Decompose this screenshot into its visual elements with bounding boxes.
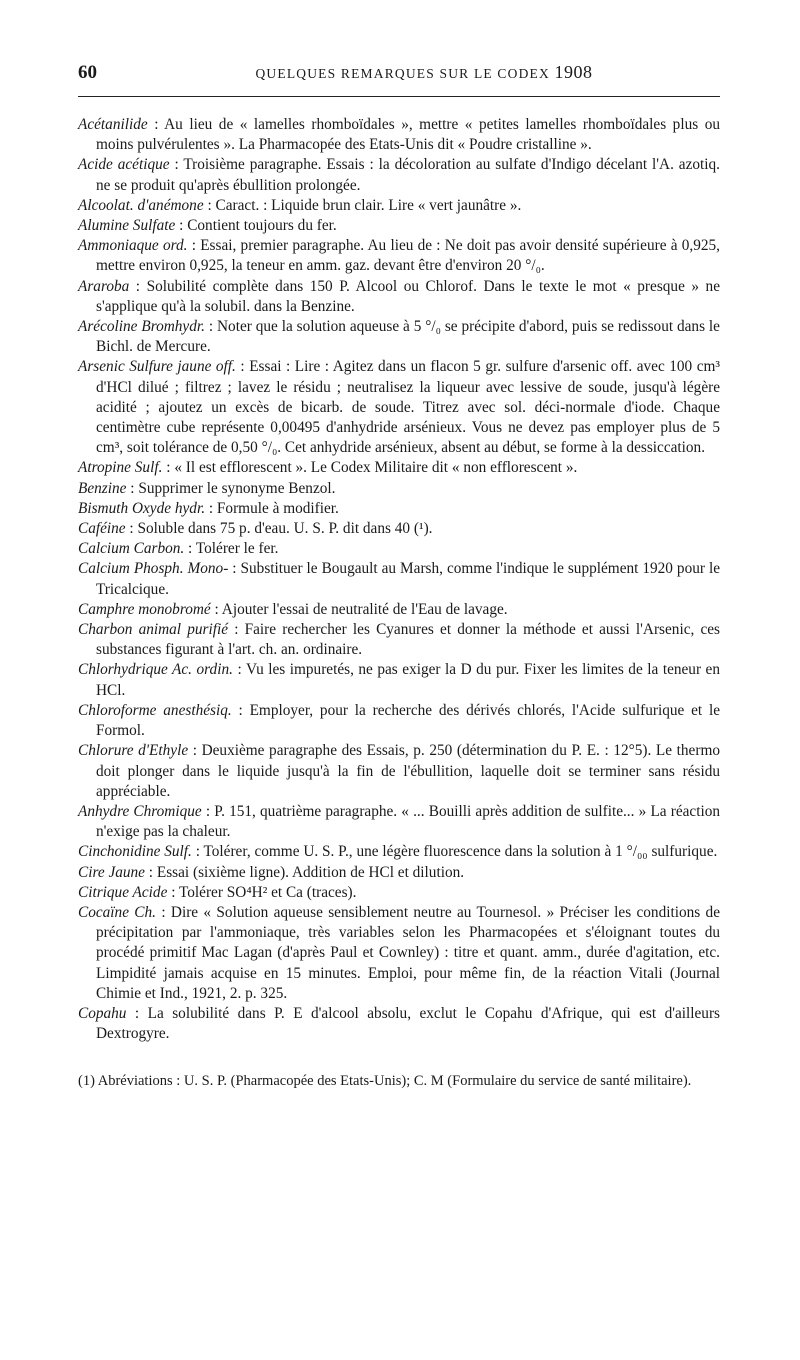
entry [78,115,720,155]
entry-text: : Solubilité complète dans 150 P. Alcool ou Chlorof. Dans le texte le mot « presque » ne s'applique qu'à la solubil. dans la Benzine. [96,277,720,315]
entry-text: : Noter que la solution aqueuse à 5 °/₀ se précipite d'abord, puis se redissout dans le Bichl. de Mercure. [96,318,720,356]
entry [78,802,720,842]
entry-term: Alumine Sulfate [78,217,176,235]
entry-text: : Contient toujours du fer. [175,217,337,235]
footnotes [78,1072,720,1091]
entry-term: Citrique Acide [78,883,168,901]
entry [78,600,720,620]
entry [78,620,720,660]
entry-term: Chlorure d'Ethyle [78,742,189,760]
entry-term: Arécoline Bromhydr. [78,318,205,336]
entry [78,701,720,741]
running-title [168,62,680,83]
entry-text: : Employer, pour la recherche des dérivés chlorés, l'Acide sulfurique et le Formol. [96,701,720,740]
entry-term: Arsenic Sulfure jaune off. [78,358,236,376]
entry [78,842,720,862]
document-page [78,62,720,1091]
entry [78,236,720,276]
footnote: (1) Abréviations : U. S. P. (Pharmacopée des Etats-Unis); C. M (Formulaire du service de santé militaire). [78,1073,692,1090]
entry-text: : Supprimer le synonyme Benzol. [126,479,336,497]
entry [78,196,720,216]
entry-term: Camphre monobromé [78,600,211,618]
entry-text: : Faire rechercher les Cyanures et donner la méthode et aussi l'Arsenic, ces substances figurant à l'art. ch. an. ordinaire. [96,621,721,659]
entry [78,317,720,357]
entry-text: : Substituer le Bougault au Marsh, comme l'indique le supplément 1920 pour le Tricalcique. [96,560,720,598]
entry-term: Acétanilide [78,116,148,133]
entry-text: : Essai (sixième ligne). Addition de HCl et dilution. [144,863,465,881]
entry-term: Calcium Phosph. Mono- [78,560,229,578]
running-title-year: 1908 [554,62,593,82]
entry-text: : P. 151, quatrième paragraphe. « ... Bouilli après addition de sulfite... » La réaction n'exige pas la chaleur. [96,802,720,841]
entry-term: Anhydre Chromique [78,802,202,820]
page-header [78,62,720,97]
entry-text: : Ajouter l'essai de neutralité de l'Eau de lavage. [210,600,508,618]
entry-text: : « Il est efflorescent ». Le Codex Militaire dit « non efflorescent ». [162,459,578,477]
entry-text: : Caract. : Liquide brun clair. Lire « vert jaunâtre ». [203,196,522,214]
page-number: 60 [78,62,97,83]
entry-term: Chlorhydrique Ac. ordin. [78,661,233,679]
entry-term: Charbon animal purifié [78,621,229,639]
entry [78,499,720,519]
entry-term: Bismuth Oxyde hydr. [78,499,206,517]
entry [78,479,720,499]
entry [78,155,720,195]
entry-text: : La solubilité dans P. E d'alcool absolu, exclut le Copahu d'Afrique, qui est d'ailleurs Dextrogyre. [96,1004,720,1043]
entry-text: : Dire « Solution aqueuse sensiblement neutre au Tournesol. » Préciser les conditions de précipitation par l'ammoniaque, très variables selon les Pharmacopées et s'éloignant toutes du procédé primitif Mac Lagan (d'après Paul et Cownley) : titre et quant. amm., durée d'agitation, etc. Limpidité jamais acquise en 15 minutes. Emploi, pour même fin, de la réaction Vitali (Journal Chimie et Ind., 1921, 2. p. 325. [96,903,720,1002]
entry-term: Cinchonidine Sulf. [78,843,192,861]
entry [78,660,720,700]
entry-text: : Au lieu de « lamelles rhomboïdales », mettre « petites lamelles rhomboïdales plus ou moins pulvérulentes ». La Pharmacopée des Etats-Unis dit « Poudre cristalline ». [96,116,720,154]
entry-text: : Troisième paragraphe. Essais : la décoloration au sulfate d'Indigo décelant l'A. azotiq. ne se produit qu'après ébullition prolongée. [96,156,720,194]
entry-text: : Tolérer SO⁴H² et Ca (traces). [167,883,357,901]
running-title-text: QUELQUES REMARQUES SUR LE CODEX [255,66,550,81]
entry [78,559,720,599]
entry-term: Calcium Carbon. [78,540,185,558]
entry-text: : Formule à modifier. [205,499,339,517]
entry-text: : Tolérer, comme U. S. P., une légère fluorescence dans la solution à 1 °/₀₀ sulfurique. [191,843,718,861]
entry [78,741,720,802]
entry-term: Caféine [78,520,126,538]
entry [78,883,720,903]
entry-term: Ammoniaque ord. [78,237,188,255]
entry-text: : Essai : Lire : Agitez dans un flacon 5 gr. sulfure d'arsenic off. avec 100 cm³ d'HCl dilué ; filtrez ; lavez le résidu ; neutralisez la liqueur avec lessive de soude, jusqu'à légère acidité ; ajoutez un excès de bicarb. de soude. Titrez avec sol. déci-normale d'iode. Chaque centimètre cube représente 0,00495 d'anhydride arsénieux. Vous ne devez pas employer plus de 5 cm³, soit tolérance de 0,50 °/₀. Cet anhydride arsénieux, absent au début, se forme à la dessiccation. [96,358,721,457]
entry-term: Chloroforme anesthésiq. [78,701,232,719]
entry-term: Copahu [78,1004,127,1022]
entry [78,458,720,478]
entry-term: Atropine Sulf. [78,459,163,477]
entry-term: Cocaïne Ch. [78,903,156,921]
entry [78,357,720,458]
entry [78,216,720,236]
entry-text: : Deuxième paragraphe des Essais, p. 250 (détermination du P. E. : 12°5). Le thermo doit plonger dans le liquide jusqu'à la fin de l'ébullition, laquelle doit se terminer sans résidu appréciable. [96,742,720,800]
entry-text: : Soluble dans 75 p. d'eau. U. S. P. dit dans 40 (¹). [125,520,433,538]
entry [78,863,720,883]
entry [78,903,720,1004]
entry-term: Araroba [78,277,130,295]
entry [78,277,720,317]
entry-term: Benzine [78,479,127,497]
entry-text: : Vu les impuretés, ne pas exiger la D du pur. Fixer les limites de la teneur en HCl. [96,661,720,699]
entry-text: : Tolérer le fer. [184,540,279,558]
entry [78,1004,720,1044]
entry [78,539,720,559]
entry-term: Cire Jaune [78,863,145,881]
entry-text: : Essai, premier paragraphe. Au lieu de : Ne doit pas avoir densité supérieure à 0,925, mettre environ 0,925, la teneur en amm. gaz. devant être d'environ 20 °/₀. [96,237,720,275]
entries-list [78,115,720,1044]
entry-term: Acide acétique [78,156,170,174]
entry [78,519,720,539]
entry-term: Alcoolat. d'anémone [78,196,204,214]
